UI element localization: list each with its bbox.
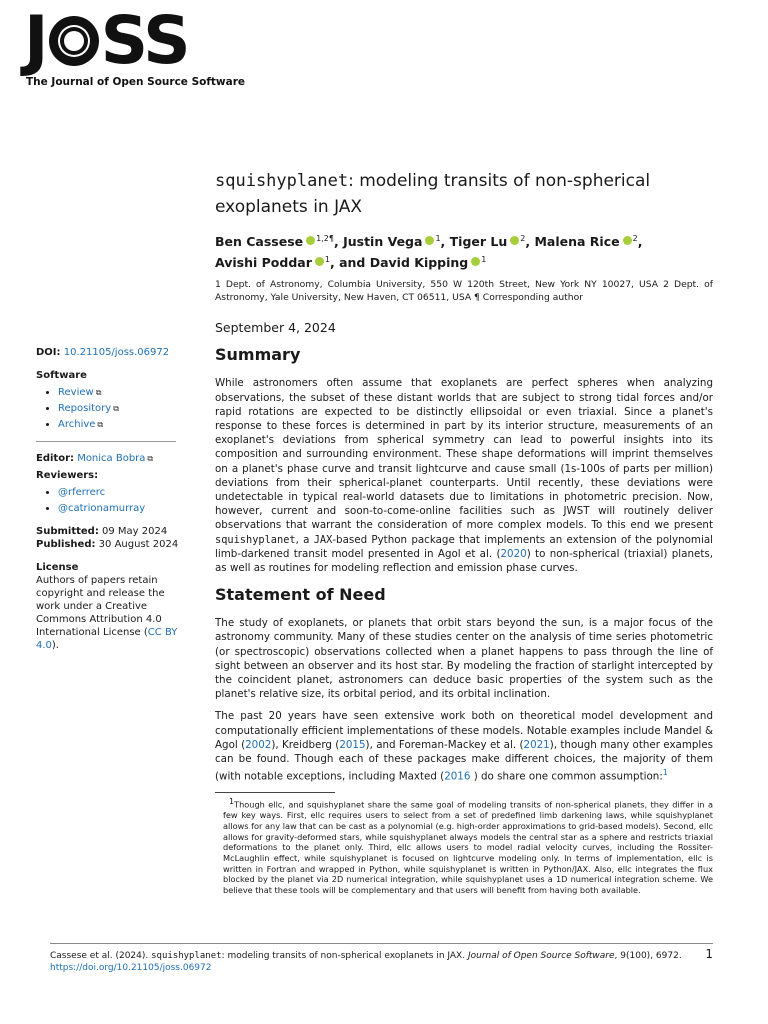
- author-affiliation: 1,2¶: [316, 234, 334, 243]
- need-paragraph-2: The past 20 years have seen extensive work both on theoretical model development and computationally efficient implementations of these models. Notable examples include Mandel & Agol (2002), Kreidberg (2015), and Foreman-Mackey et al. (2021), though many other examples can be found. Though each of these packages make different choices, the majority of them (with notable exceptions, including Maxted (2016 ) do share one common assumption:$^1$: [215, 710, 713, 783]
- author-name[interactable]: Tiger Lu: [449, 234, 508, 250]
- title-code: squishyplanet: [215, 171, 349, 191]
- summary-paragraph: While astronomers often assume that exoplanets are perfect spheres when analyzing observations, the subset of these distant worlds that are subject to strong tidal forces and/or rapid rotations are expected to be distinctly ellipsoidal or even triaxial. Since a planet's response to these forces is determined in part by its interior structure, measurements of an exoplanet's deviations from spherical symmetry can lead to powerful insights into its composition and surrounding environment. These shape deformations will imprint themselves on a planet's phase curve and transit lightcurve and cause small (1s-100s of parts per million) deviations from their spherical-planet counterparts. Until recently, these deviations were undetectable in typical real-world datasets due to limitations in photometric precision. Now, however, current and soon-to-come-online facilities such as JWST will routinely deliver observations that warrant the consideration of more complex models. To this end we present squishyplanet, a JAX-based Python package that implements an extension of the polynomial limb-darkened transit model presented in Agol et al. (2020) to non-spherical (triaxial) planets, as well as routines for modeling reflection and emission phase curves.: [215, 377, 713, 574]
- orcid-icon[interactable]: [471, 257, 480, 266]
- footer-doi-link[interactable]: https://doi.org/10.21105/joss.06972: [50, 963, 212, 973]
- author-name[interactable]: David Kipping: [369, 255, 469, 271]
- external-link-icon: ⧉: [113, 404, 119, 413]
- author-name[interactable]: Justin Vega: [343, 234, 423, 250]
- sidebar-divider: [36, 441, 176, 442]
- license-label: License: [36, 562, 79, 573]
- affiliations: 1 Dept. of Astronomy, Columbia University, 550 W 120th Street, New York NY 10027, USA 2 Dept. of Astronomy, Yale University, New Haven, CT 06511, USA ¶ Corresponding author: [215, 279, 713, 304]
- author-affiliation: 2: [520, 234, 526, 243]
- footnote-marker[interactable]: 1: [662, 768, 668, 778]
- sidebar: [36, 346, 196, 652]
- published-label: Published:: [36, 539, 96, 550]
- citation-link[interactable]: 2021: [523, 738, 550, 751]
- author-list: Ben Cassese $^{1,2\P}$, Justin Vega $^1$, Tiger Lu $^2$, Malena Rice $^2$, Avishi Poddar $^1$, and David Kipping $^1$: [215, 234, 643, 271]
- orcid-icon[interactable]: [306, 236, 315, 245]
- paper-title: [215, 168, 713, 220]
- footer-rule: [50, 943, 713, 944]
- license-link[interactable]: CC BY 4.0: [36, 627, 178, 651]
- external-link-icon: ⧉: [147, 454, 154, 463]
- orcid-icon[interactable]: [510, 236, 519, 245]
- software-item: [58, 418, 196, 431]
- need-heading: Statement of Need: [215, 585, 386, 605]
- author-affiliation: 1: [481, 255, 487, 265]
- reviewers-label: Reviewers:: [36, 470, 99, 481]
- reviewer-item: [58, 486, 196, 499]
- license-block: [36, 561, 196, 652]
- joss-logo: [24, 2, 246, 94]
- orcid-icon[interactable]: [623, 236, 632, 245]
- external-link-icon: ⧉: [95, 388, 102, 397]
- submitted-row: [36, 525, 196, 538]
- author-name[interactable]: Avishi Poddar: [215, 255, 312, 271]
- orcid-icon[interactable]: [425, 236, 434, 245]
- citation-link[interactable]: 2016: [444, 770, 471, 783]
- title-rest: : modeling transits of non-spherical exoplanets in JAX: [215, 171, 651, 217]
- logo-o-icon: [49, 16, 99, 66]
- need-paragraph-1: The study of exoplanets, or planets that orbit stars beyond the sun, is a major focus of the astronomy community. Many of these studies center on the analysis of time series photometric (or spectroscopic) observations collected when a planet happens to pass through the line of sight between an observer and its host star. By modeling the fraction of starlight intercepted by the coincident planet, astronomers can deduce basic properties of the system such as the planet's relative size, its orbital period, and its orbital inclination.: [215, 617, 713, 701]
- citation-link[interactable]: 2015: [339, 738, 366, 751]
- software-item: [58, 402, 196, 415]
- citation-link[interactable]: 2002: [245, 738, 272, 751]
- external-link-icon: ⧉: [97, 420, 104, 429]
- reviewer-item: [58, 502, 196, 515]
- software-item: [58, 386, 196, 399]
- review-link[interactable]: Review: [58, 387, 94, 398]
- footnote: [215, 797, 713, 896]
- logo-wordmark: J SS: [24, 2, 189, 79]
- doi-label: DOI:: [36, 347, 61, 358]
- footnote-text: Though ellc, and squishyplanet share the same goal of modeling transits of non-spherical planets, they differ in a few key ways. First, ellc requires users to select from a set of predefined limb darkening laws, while squishyplanet allows for any law that can be cast as a polynomial (e.g. high-order approximations to grid-based models). Second, ellc allows for gravity-deformed stars, while squishyplanet always models the central star as a sphere and restricts triaxial deformations to the planet only. Third, ellc allows users to model radial velocity curves, including the Rossiter-McLaughlin effect, while squishyplanet is focused on lightcurve modeling only. In terms of implementation, ellc is written in Fortran and wrapped in Python, while squishyplanet is written in Python/JAX. Also, ellc integrates the flux blocked by the planet via 2D numerical integration, while squishyplanet uses a 1D numerical integration scheme. We believe that these tools will be complementary and that users will benefit from having both available.: [223, 799, 713, 896]
- repository-link[interactable]: Repository: [58, 403, 112, 414]
- editor-label: Editor:: [36, 453, 74, 464]
- summary-heading: Summary: [215, 345, 301, 365]
- author-affiliation: 1: [435, 234, 441, 243]
- reviewers-block: [36, 469, 196, 515]
- author-affiliation: 2: [632, 234, 638, 243]
- software-block: [36, 369, 196, 431]
- doi-block: [36, 346, 196, 359]
- author-affiliation: 1: [324, 255, 330, 265]
- publication-date: September 4, 2024: [215, 320, 336, 336]
- submitted-label: Submitted:: [36, 526, 99, 537]
- page-number: 1: [705, 947, 713, 961]
- page-footer: [50, 947, 713, 974]
- citation-link[interactable]: 2020: [500, 547, 527, 560]
- editor-link[interactable]: Monica Bobra: [77, 453, 146, 464]
- author-name[interactable]: Ben Cassese: [215, 234, 304, 250]
- author-name[interactable]: Malena Rice: [534, 234, 620, 250]
- license-text: Authors of papers retain copyright and release the work under a Creative Commons Attribution 4.0 International License (: [36, 575, 165, 638]
- footer-citation: Cassese et al. (2024). squishyplanet: modeling transits of non-spherical exoplanets in JAX. Journal of Open Source Software, 9(100), 6972.: [50, 951, 682, 961]
- logo-tagline: The Journal of Open Source Software: [26, 76, 246, 88]
- published-date: 30 August 2024: [98, 539, 179, 550]
- license-end: ).: [51, 640, 59, 651]
- footnote-rule: [215, 792, 335, 793]
- submitted-date: 09 May 2024: [102, 526, 168, 537]
- orcid-icon[interactable]: [315, 257, 324, 266]
- archive-link[interactable]: Archive: [58, 419, 96, 430]
- footnote-number: 1: [229, 796, 235, 806]
- software-label: Software: [36, 370, 87, 381]
- doi-link[interactable]: 10.21105/joss.06972: [63, 347, 170, 358]
- reviewer-link[interactable]: @rferrerc: [58, 487, 106, 498]
- main-content: [215, 168, 713, 896]
- reviewer-link[interactable]: @catrionamurray: [58, 503, 146, 514]
- editor-block: [36, 452, 196, 465]
- published-row: [36, 538, 196, 551]
